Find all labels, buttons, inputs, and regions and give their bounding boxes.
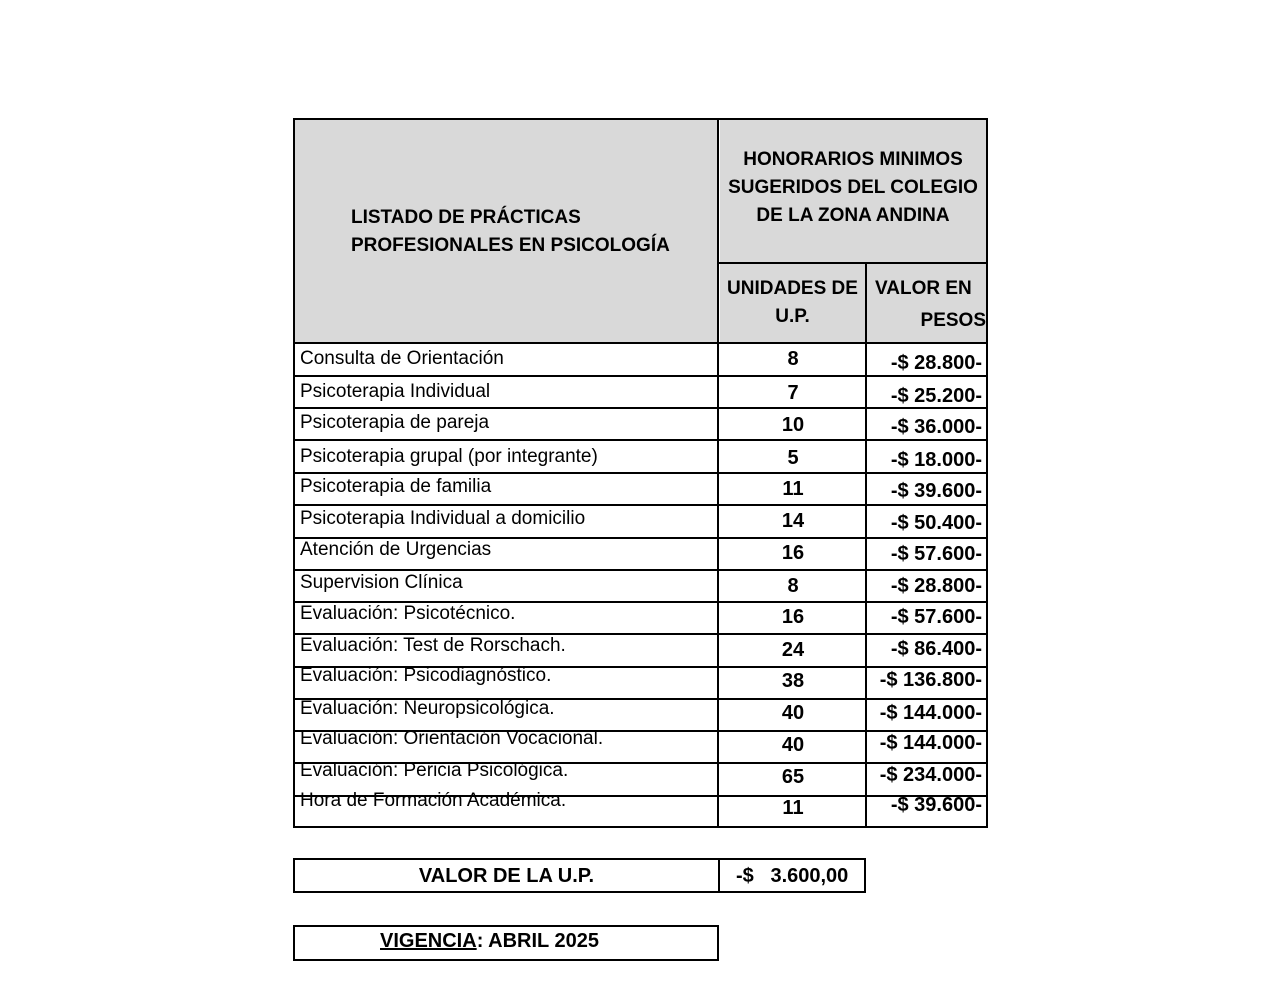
practice-name: Psicoterapia Individual	[300, 381, 491, 402]
price-cell: -$ 28.800-	[890, 575, 982, 597]
units-cell: 24	[781, 639, 805, 661]
header-line: U.P.	[775, 306, 810, 327]
header-line: UNIDADES DE	[727, 278, 858, 299]
header-line: LISTADO DE PRÁCTICAS	[351, 207, 581, 228]
header-line: HONORARIOS MINIMOS	[743, 149, 963, 170]
vigencia-label: VIGENCIA	[380, 930, 477, 952]
practice-name: Hora de Formación Académica.	[300, 790, 567, 811]
price-cell: -$ 57.600-	[890, 543, 982, 565]
units-cell: 16	[781, 606, 805, 628]
units-cell: 16	[781, 542, 805, 564]
units-cell: 11	[782, 797, 804, 819]
vigencia-text	[380, 930, 599, 953]
practice-name: Evaluación: Orientación Vocacional.	[300, 728, 604, 749]
units-cell: 40	[781, 734, 805, 756]
practice-name: Evaluación: Psicotécnico.	[300, 603, 516, 624]
practice-name: Consulta de Orientación	[300, 348, 504, 369]
practice-name: Atención de Urgencias	[300, 539, 492, 560]
units-cell: 8	[787, 348, 799, 370]
price-cell: -$ 144.000-	[879, 702, 982, 724]
header-line: PESOS	[920, 310, 986, 331]
practice-name: Psicoterapia de familia	[300, 476, 492, 497]
units-cell: 38	[781, 670, 805, 692]
divider	[718, 858, 720, 893]
units-cell: 65	[781, 766, 805, 788]
price-cell: -$ 28.800-	[890, 352, 982, 374]
practice-name: Psicoterapia Individual a domicilio	[300, 508, 586, 529]
vigencia-separator: :	[476, 930, 484, 952]
practice-name: Evaluación: Neuropsicológica.	[300, 698, 555, 719]
practice-name: Evaluación: Psicodiagnóstico.	[300, 665, 552, 686]
row-divider	[293, 439, 988, 441]
header-honorarios	[720, 146, 986, 230]
practice-name: Evaluación: Pericia Psicológica.	[300, 760, 569, 781]
header-units	[720, 275, 865, 331]
units-cell: 7	[787, 382, 799, 404]
units-cell: 10	[781, 414, 805, 436]
header-value	[875, 275, 986, 335]
price-cell: -$ 25.200-	[890, 385, 982, 407]
up-value-label: VALOR DE LA U.P.	[418, 865, 595, 887]
price-cell: -$ 57.600-	[890, 606, 982, 628]
up-value-amount: -$ 3.600,00	[736, 865, 849, 887]
divider	[293, 342, 988, 344]
price-cell: -$ 234.000-	[879, 764, 982, 786]
price-cell: -$ 39.600-	[890, 794, 982, 816]
vigencia-date: ABRIL 2025	[483, 930, 599, 952]
divider	[719, 262, 988, 264]
price-cell: -$ 144.000-	[879, 732, 982, 754]
practice-name: Supervision Clínica	[300, 572, 463, 593]
header-line: DE LA ZONA ANDINA	[756, 205, 950, 226]
units-cell: 11	[782, 478, 804, 500]
units-cell: 14	[781, 510, 805, 532]
practice-name: Psicoterapia de pareja	[300, 412, 490, 433]
header-line: PROFESIONALES EN PSICOLOGÍA	[351, 235, 670, 256]
price-cell: -$ 39.600-	[890, 480, 982, 502]
header-line: SUGERIDOS DEL COLEGIO	[728, 177, 978, 198]
header-practices	[351, 204, 670, 260]
price-cell: -$ 18.000-	[890, 449, 982, 471]
units-cell: 40	[781, 702, 805, 724]
price-cell: -$ 50.400-	[890, 512, 982, 534]
practice-name: Evaluación: Test de Rorschach.	[300, 635, 566, 656]
row-divider	[293, 375, 988, 377]
row-divider	[293, 569, 988, 571]
practice-name: Psicoterapia grupal (por integrante)	[300, 446, 598, 467]
units-cell: 5	[787, 447, 799, 469]
header-line: VALOR EN	[875, 278, 972, 299]
units-cell: 8	[787, 575, 799, 597]
price-cell: -$ 36.000-	[890, 416, 982, 438]
price-cell: -$ 86.400-	[890, 638, 982, 660]
price-cell: -$ 136.800-	[879, 669, 982, 691]
row-divider	[293, 472, 988, 474]
row-divider	[293, 504, 988, 506]
